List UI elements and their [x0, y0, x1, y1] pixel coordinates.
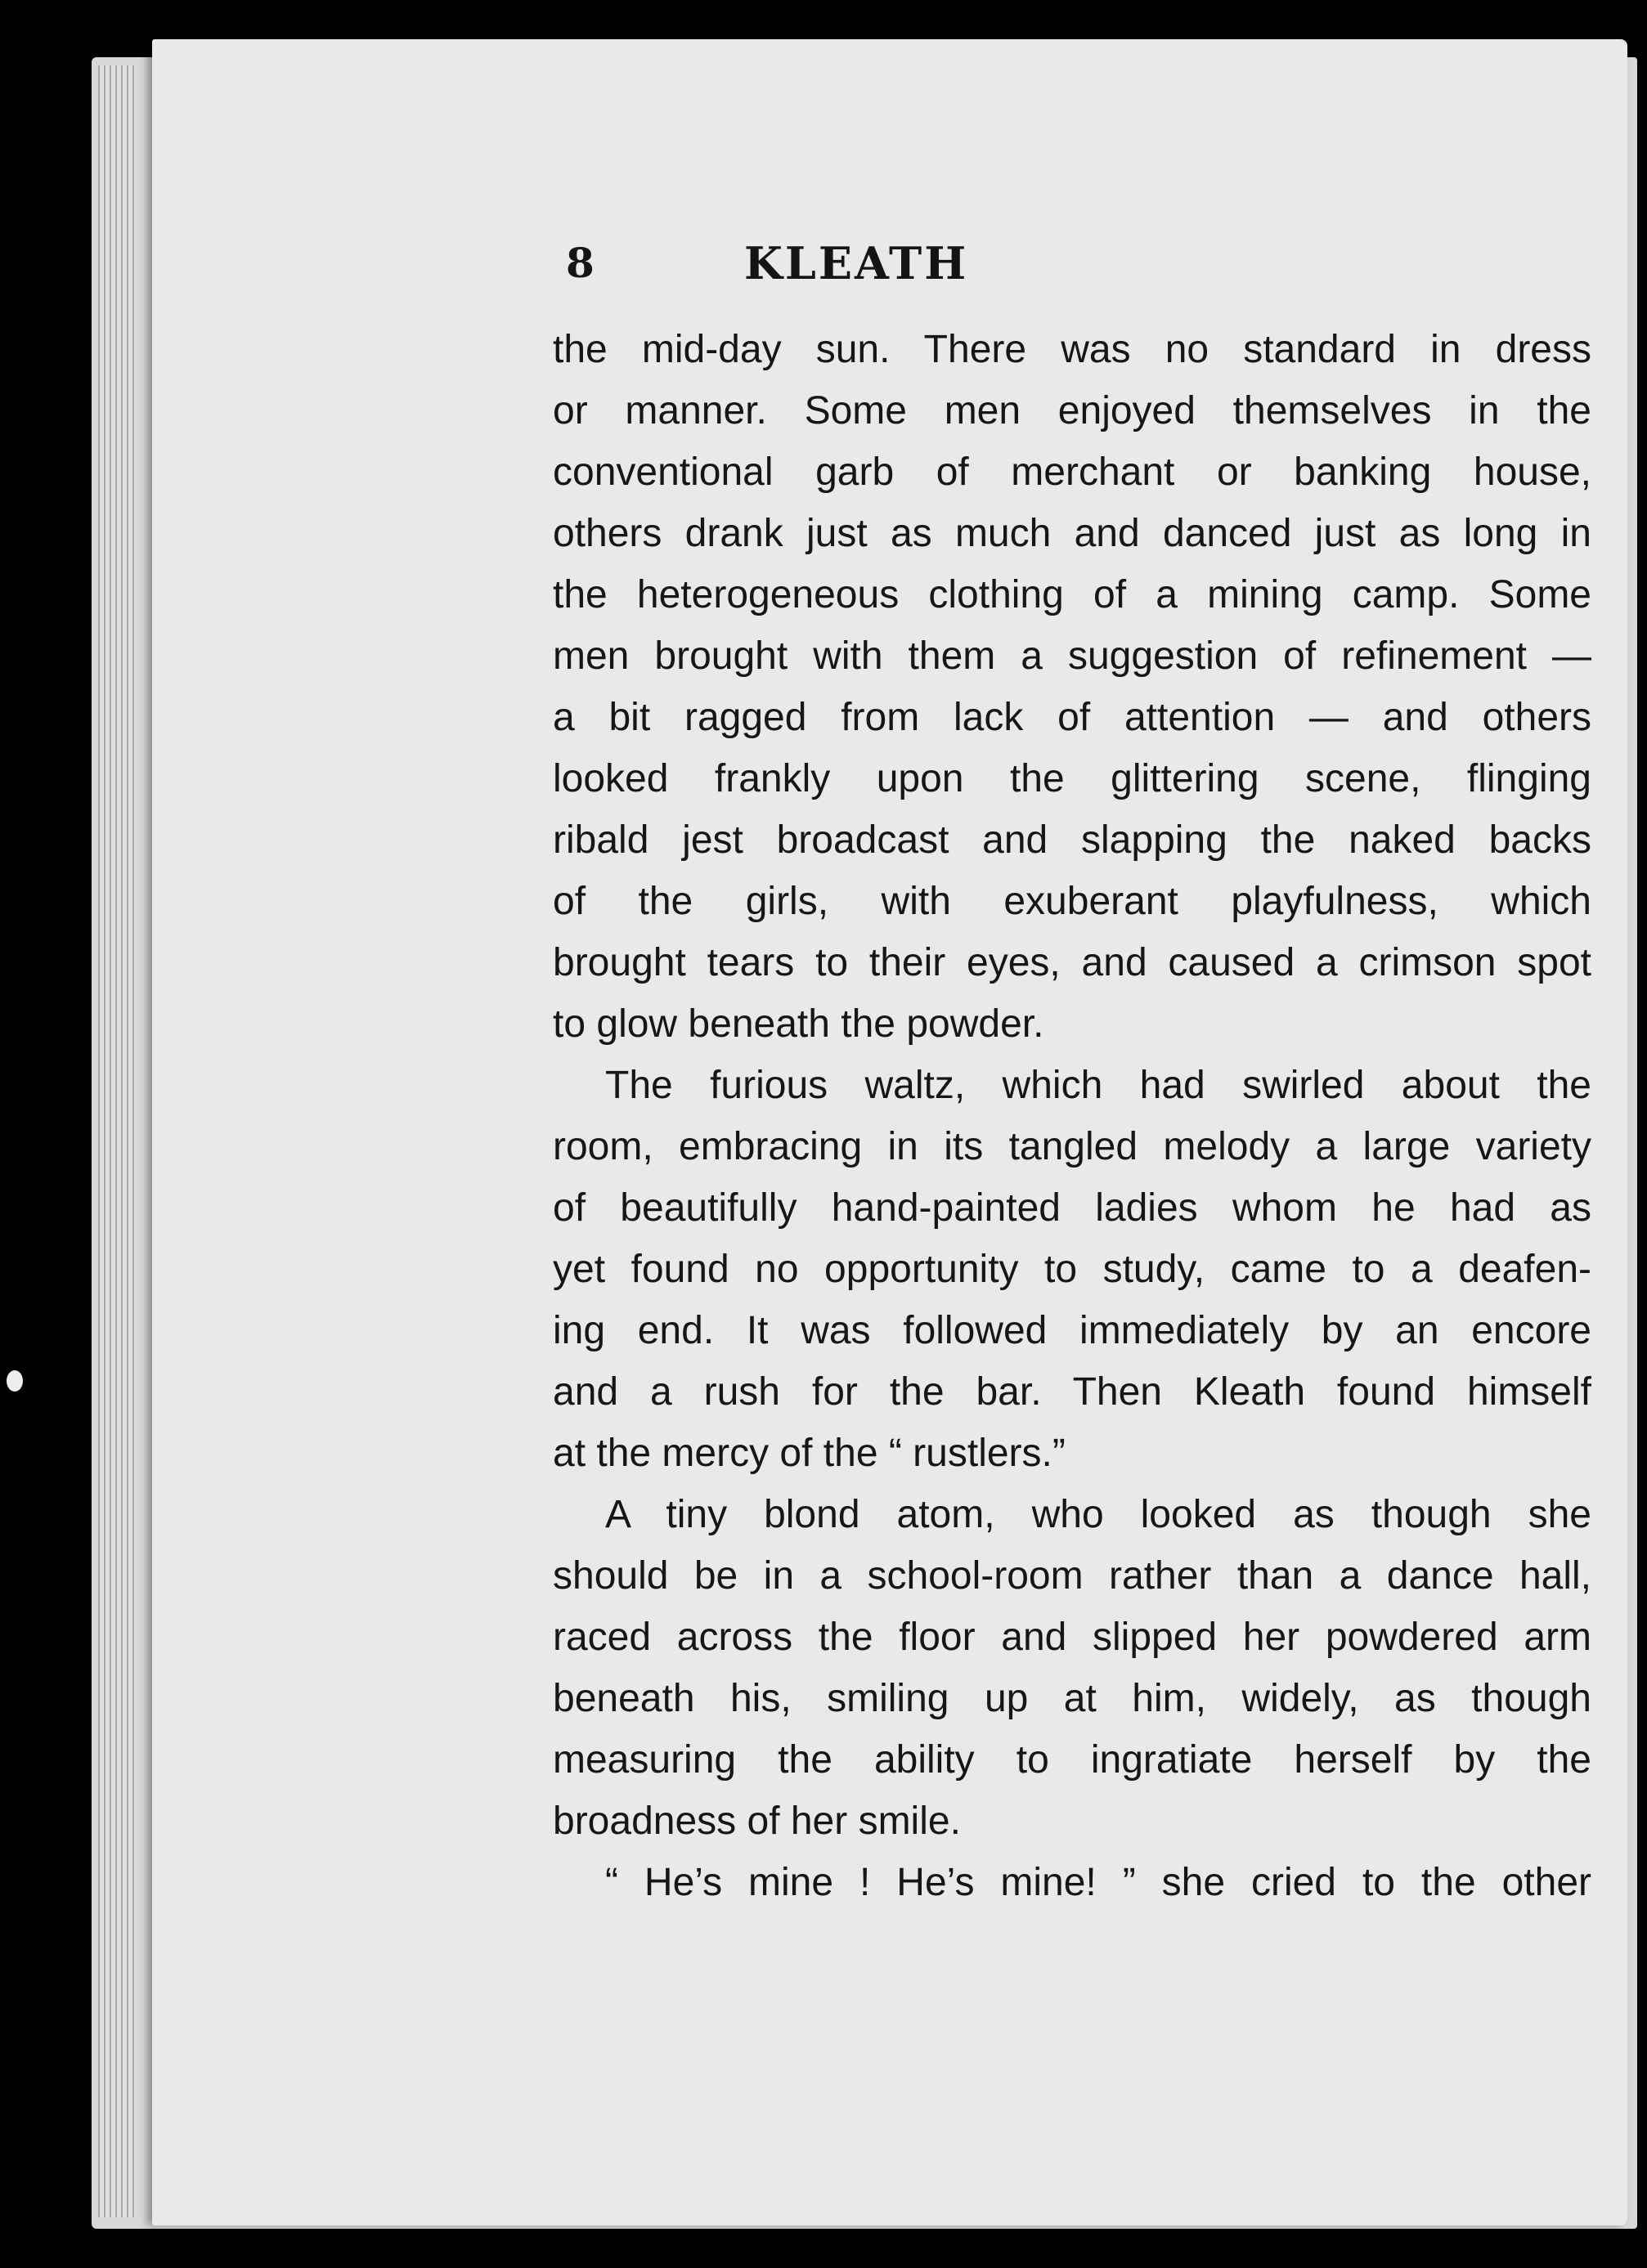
text-line: should be in a school-room rather than a dance hall, [553, 1554, 1591, 1598]
text-line: a bit ragged from lack of attention — and others [553, 696, 1591, 739]
text-line: ribald jest broadcast and slapping the naked backs [553, 818, 1591, 862]
paragraph-start-line: The furious waltz, which had swirled about the [605, 1064, 1591, 1107]
text-line: others drank just as much and danced just as long in [553, 512, 1591, 555]
text-line: ing end. It was followed immediately by an encore [553, 1309, 1591, 1352]
paragraph-end-line: to glow beneath the powder. [553, 1002, 1044, 1046]
text-line: and a rush for the bar. Then Kleath found himself [553, 1370, 1591, 1414]
paragraph-start-line: A tiny blond atom, who looked as though she [605, 1493, 1591, 1536]
text-line: measuring the ability to ingratiate herself by the [553, 1738, 1591, 1782]
text-line: the mid-day sun. There was no standard in dress [553, 328, 1591, 371]
text-line: or manner. Some men enjoyed themselves in the [553, 389, 1591, 433]
text-line: looked frankly upon the glittering scene, flinging [553, 757, 1591, 800]
scan-speck [7, 1370, 23, 1392]
text-line: yet found no opportunity to study, came to a deafen- [553, 1248, 1591, 1291]
text-line: brought tears to their eyes, and caused a crimson spot [553, 941, 1591, 984]
text-line: beneath his, smiling up at him, widely, as though [553, 1677, 1591, 1720]
text-line: men brought with them a suggestion of refinement — [553, 634, 1591, 678]
text-line: raced across the floor and slipped her powdered arm [553, 1616, 1591, 1659]
paragraph-end-line: at the mercy of the “ rustlers.” [553, 1432, 1066, 1475]
text-line: of the girls, with exuberant playfulness, which [553, 880, 1591, 923]
page-header [566, 231, 1204, 304]
text-line: conventional garb of merchant or banking house, [553, 450, 1591, 494]
paragraph-end-line: broadness of her smile. [553, 1800, 961, 1843]
text-line: room, embracing in its tangled melody a large variety [553, 1125, 1591, 1168]
running-head: KLEATH [744, 237, 969, 289]
text-line: of beautifully hand-painted ladies whom he had as [553, 1186, 1591, 1230]
page-number: 8 [566, 239, 595, 287]
paragraph-start-line: “ He’s mine ! He’s mine! ” she cried to the other [605, 1861, 1591, 1904]
body-text [553, 319, 1591, 1913]
text-line: the heterogeneous clothing of a mining camp. Some [553, 573, 1591, 616]
